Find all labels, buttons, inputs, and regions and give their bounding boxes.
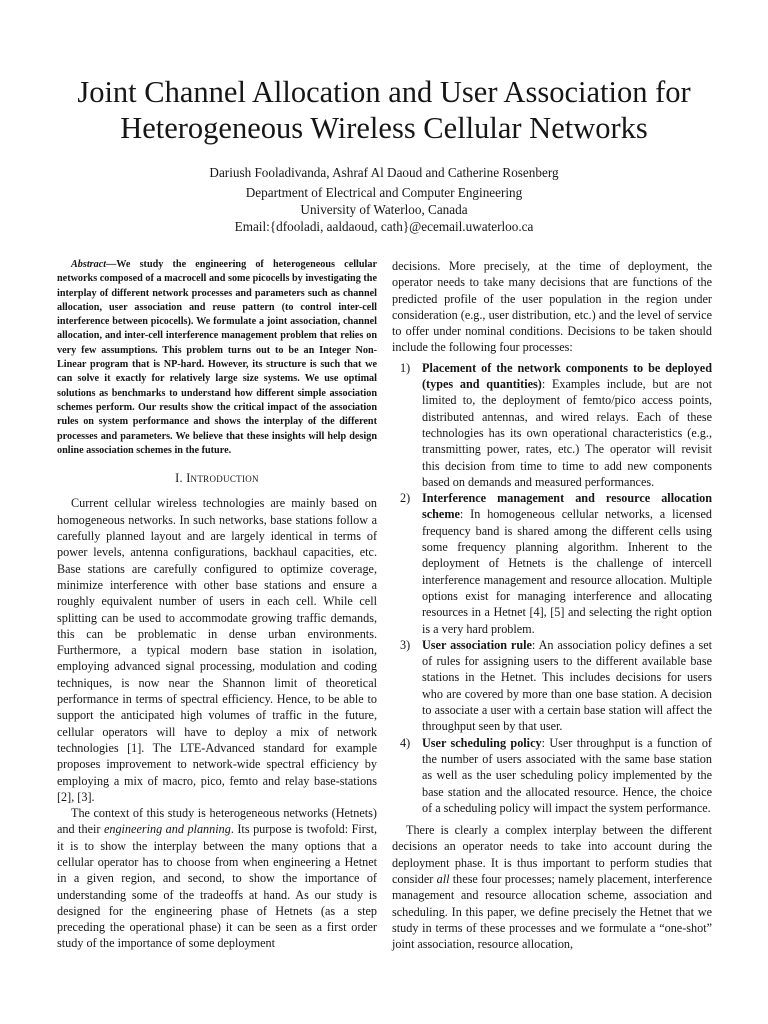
list-item-heading: Interference management and resource allocation scheme bbox=[422, 491, 712, 522]
right-paragraph-2-emphasis: all bbox=[436, 871, 450, 886]
intro-paragraph-2-text-a: The context of this study is heterogeneous networks (Hetnets) and their bbox=[57, 806, 377, 837]
list-item-number: 4) bbox=[400, 735, 411, 750]
list-item-text: : Examples include, but are not limited to, the deployment of femto/pico access points, distributed antennas, and wired relays. Each of these technologies has its own operational characteristics (e.g., transmitting power, rates, etc.) The operator will revisit this decision from time to time to add new components based on demands and measured performances. bbox=[422, 377, 713, 489]
list-item-text: : In homogeneous cellular networks, a licensed frequency band is shared among the different cells using some frequency planning algorithm. Inherent to the deployment of Hetnets is the challenge of intercell interference management and resource allocation. Multiple options exist for managing interference and allocating resources in a Hetnet [4], [5] and selecting the right option is a very hard problem. bbox=[422, 507, 712, 636]
paper-title bbox=[20, 74, 748, 146]
section-title: Introduction bbox=[186, 471, 259, 486]
abstract-dash: — bbox=[106, 259, 117, 270]
right-column bbox=[392, 258, 712, 952]
title-line-1: Joint Channel Allocation and User Association for bbox=[77, 75, 691, 109]
process-list bbox=[392, 360, 712, 816]
abstract-label: Abstract bbox=[71, 259, 107, 270]
list-item-number: 1) bbox=[400, 360, 411, 375]
list-item bbox=[392, 735, 712, 816]
right-paragraph-2 bbox=[392, 822, 712, 952]
list-item bbox=[392, 360, 712, 490]
abstract bbox=[57, 258, 377, 458]
list-item-text: : An association policy defines a set of rules for assigning users to the different available base stations in the Hetnet. This includes decisions for users who are covered by more than one base station. A decision to associate a user with a certain base station will affect the throughput seen by that user. bbox=[422, 637, 712, 734]
author-block bbox=[20, 164, 748, 235]
list-item-number: 3) bbox=[400, 637, 411, 652]
list-item-heading: User scheduling policy bbox=[422, 735, 542, 750]
list-item bbox=[392, 490, 712, 637]
affiliation-university: University of Waterloo, Canada bbox=[300, 202, 468, 217]
section-heading-introduction bbox=[57, 470, 377, 486]
intro-paragraph-2-text-b: . Its purpose is twofold: First, it is to show the interplay between the many options that a cellular operator has to choose from when engineering a Hetnet in a given region, and second, to show the importance of understanding some of the tradeoffs at hand. As our study is designed for the engineering phase of Hetnets (as a step preceding the operational phase) it can be seen as a first order study of the importance of some deployment bbox=[57, 822, 378, 951]
list-item bbox=[392, 637, 712, 735]
left-column bbox=[57, 258, 377, 952]
author-email: Email:{dfooladi, aaldaoud, cath}@ecemail.uwaterloo.ca bbox=[234, 219, 534, 234]
list-item-text: : User throughput is a function of the number of users associated with the same base station as well as the user scheduling policy implemented by the base station and the allocated resource. Hence, the choice of a scheduling policy will impact the system performance. bbox=[422, 735, 712, 815]
list-item-heading: User association rule bbox=[422, 637, 532, 652]
intro-paragraph-2-emphasis: engineering and planning bbox=[103, 822, 231, 837]
right-paragraph-1: decisions. More precisely, at the time of deployment, the operator needs to take many decisions that are functions of the predicted profile of the user population in the region under consideration (e.g., user distribution, etc.) and the level of service to offer under nominal conditions. Decisions to be taken should include the following four processes: bbox=[392, 259, 712, 355]
abstract-text: We study the engineering of heterogeneous cellular networks composed of a macrocell and some picocells by investigating the interplay of different network processes and parameters such as channel allocation, user association and reuse pattern (to control inter-cell interference between picocells). We formulate a joint association, channel allocation, and inter-cell interference management problem that relies on very few assumptions. This problem turns out to be an Integer Non-Linear program that is NP-hard. However, its structure is such that we can solve it exactly for relatively large size systems. We use optimal solutions as benchmarks to understand how different simple association schemes perform. Our results show the critical impact of the association rules on system performance and shows the interplay of the different processes and parameters. We believe that these insights will help design online association schemes in the future. bbox=[57, 259, 377, 456]
list-item-number: 2) bbox=[400, 491, 411, 506]
list-item-heading: Placement of the network components to be deployed (types and quantities) bbox=[422, 360, 712, 392]
intro-paragraph-1: Current cellular wireless technologies are mainly based on homogeneous networks. In such networks, base stations follow a carefully planned layout and are largely identical in terms of power levels, antenna configurations, backhaul capacities, etc. Base stations are carefully configured to optimize coverage, minimize interference with other base stations and ensure a roughly equivalent number of users in each cell. While cell splitting can be used to accommodate growing traffic demands, this can be problematic in dense urban environments. Furthermore, a typical modern base station in isolation, employing advanced signal processing, modulation and coding techniques, is now near the Shannon limit of theoretical performance in terms of spectral efficiency. Hence, to be able to support the anticipated high volumes of traffic in the future, cellular operators will have to deploy a mix of network technologies [1]. The LTE-Advanced standard for example proposes improvement to network-wide spectral efficiency by employing a mix of macro, pico, femto and relay base-stations [2], [3]. bbox=[57, 496, 377, 804]
affiliation-department: Department of Electrical and Computer Engineering bbox=[245, 185, 523, 200]
author-names: Dariush Fooladivanda, Ashraf Al Daoud and Catherine Rosenberg bbox=[209, 165, 559, 180]
right-paragraph-2-text-b: these four processes; namely placement, interference management and resource allocation scheme, association and scheduling. In this paper, we define precisely the Hetnet that we study in terms of these processes and we formulate a “one-shot” joint association, resource allocation, bbox=[392, 871, 712, 952]
title-line-2: Heterogeneous Wireless Cellular Networks bbox=[120, 111, 648, 145]
intro-paragraph-2 bbox=[57, 805, 377, 952]
section-numeral: I. bbox=[175, 471, 183, 486]
right-paragraph-2-text-a: There is clearly a complex interplay between the different decisions an operator needs to take into account during the deployment phase. It is thus important to perform studies that consider bbox=[392, 823, 712, 886]
